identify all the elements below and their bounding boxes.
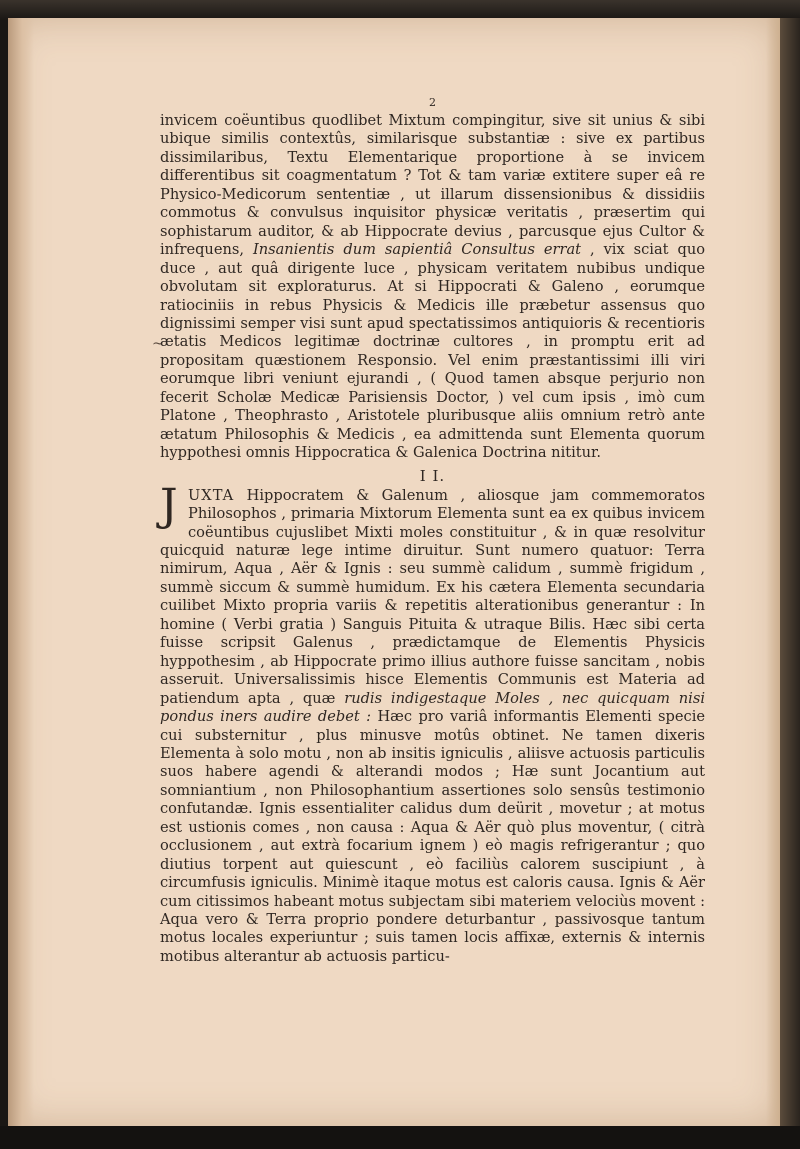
paragraph-2	[160, 479, 706, 967]
scan-bottom-edge	[0, 1126, 800, 1149]
paragraph-2-text-a: Hippocratem & Galenum , aliosque jam commemoratos Philosophos , primaria Mixtorum Elementa sunt ea ex quibus invicem coëuntibus cujuslibet Mixti moles constituitur , & in quæ resolvitur quicquid naturæ lege intime diruitur. Sunt numero quatuor: Terra nimirum, Aqua , Aër & Ignis : seu summè calidum , summè frigidum , summè siccum & summè humidum. Ex his cætera Elementa secundaria cuilibet Mixto propria variis & repetitis alterationibus generantur : In homine ( Verbi gratia ) Sanguis Pituita & utraque Bilis. Hæc sibi certa fuisse scripsit Galenus , prædictamque de Elementis Physicis hyppothesim , ab Hippocrate primo illius authore fuisse sancitam , nobis asseruit. Universalissimis hisce Elementis Communis est Materia ad patiendum apta , quæ	[160, 486, 705, 707]
page-right-edge	[766, 18, 780, 1126]
margin-mark: ~	[152, 336, 164, 352]
page-text	[160, 94, 705, 966]
drop-cap: J	[160, 479, 178, 531]
page-number: 2	[429, 96, 436, 109]
paragraph-1	[160, 112, 705, 463]
book-fore-edge	[780, 18, 800, 1126]
scan-top-edge	[0, 0, 800, 20]
paragraph-2-italic: rudis indigestaque Moles , nec quicquam nisi pondus iners audire debet :	[160, 689, 706, 726]
paragraph-1-text-a: invicem coëuntibus quodlibet Mixtum compingitur, sive sit unius & sibi ubique similis contextûs, similarisque substantiæ : sive ex partibus dissimilaribus, Textu Elementarique proportione à se invicem differentibus sit coagmentatum ? Tot & tam variæ extitere super eâ re Physico-Medicorum sententiæ , ut illarum dissensionibus & dissidiis commotus & convulsus inquisitor physicæ veritatis , præsertim qui sophistarum auditor, & ab Hippocrate devius , parcusque ejus Cultor & infrequens,	[160, 112, 705, 259]
paragraph-2-text-b: Hæc pro variâ informantis Elementi specie cui substernitur , plus minusve motûs obtinet. Ne tamen dixeris Elementa à solo motu , non ab insitis igniculis , aliisve actuosis particulis suos habere agendi & alterandi modos ; Hæ sunt Jocantium aut somniantium , non Philosophantium assertiones solo sensûs testimonio confutandæ. Ignis essentialiter calidus dum deürit , movetur ; at motus est ustionis comes , non causa : Aqua & Aër quò plus moventur, ( citrà occlusionem , aut extrà focarium ignem ) eò magis refrigerantur ; quo diutius torpent aut quiescunt , eò faciliùs calorem suscipiunt , à circumfusis igniculis. Minimè itaque motus est caloris causa. Ignis & Aër cum citissimos habeant motus subjectam sibi materiem velociùs movent : Aqua vero & Terra proprio pondere deturbantur , passivosque tantum motus locales experiuntur ; suis tamen locis affixæ, externis & internis motibus alterantur ab actuosis particu-	[160, 708, 705, 965]
book-gutter	[8, 18, 34, 1126]
section-heading: I I.	[419, 466, 446, 485]
paragraph-1-text-b: , vix sciat quo duce , aut quâ dirigente luce , physicam veritatem nubibus undique obvolutam sit exploraturus. At si Hippocrati & Galeno , eorumque ratiociniis in rebus Physicis & Medicis ille præbetur assensus quo dignissimi semper visi sunt apud spectatissimos antiquioris & recentioris ætatis Medicos legitimæ doctrinæ cultores , in promptu erit ad propositam quæstionem Responsio. Vel enim præstantissimi illi viri eorumque libri veniunt ejurandi , ( Quod tamen absque perjurio non fecerit Scholæ Medicæ Parisiensis Doctor, ) vel cum ipsis , imò cum Platone , Theophrasto , Aristotele pluribusque aliis omnium retrò ante ætatum Philosophis & Medicis , ea admittenda sunt Elementa quorum hyppothesi omnis Hippocratica & Galenica Doctrina nititur.	[160, 241, 706, 462]
paragraph-1-italic: Insanientis dum sapientiâ Consultus errat	[252, 241, 582, 259]
paragraph-2-lead: UXTA	[188, 486, 235, 504]
